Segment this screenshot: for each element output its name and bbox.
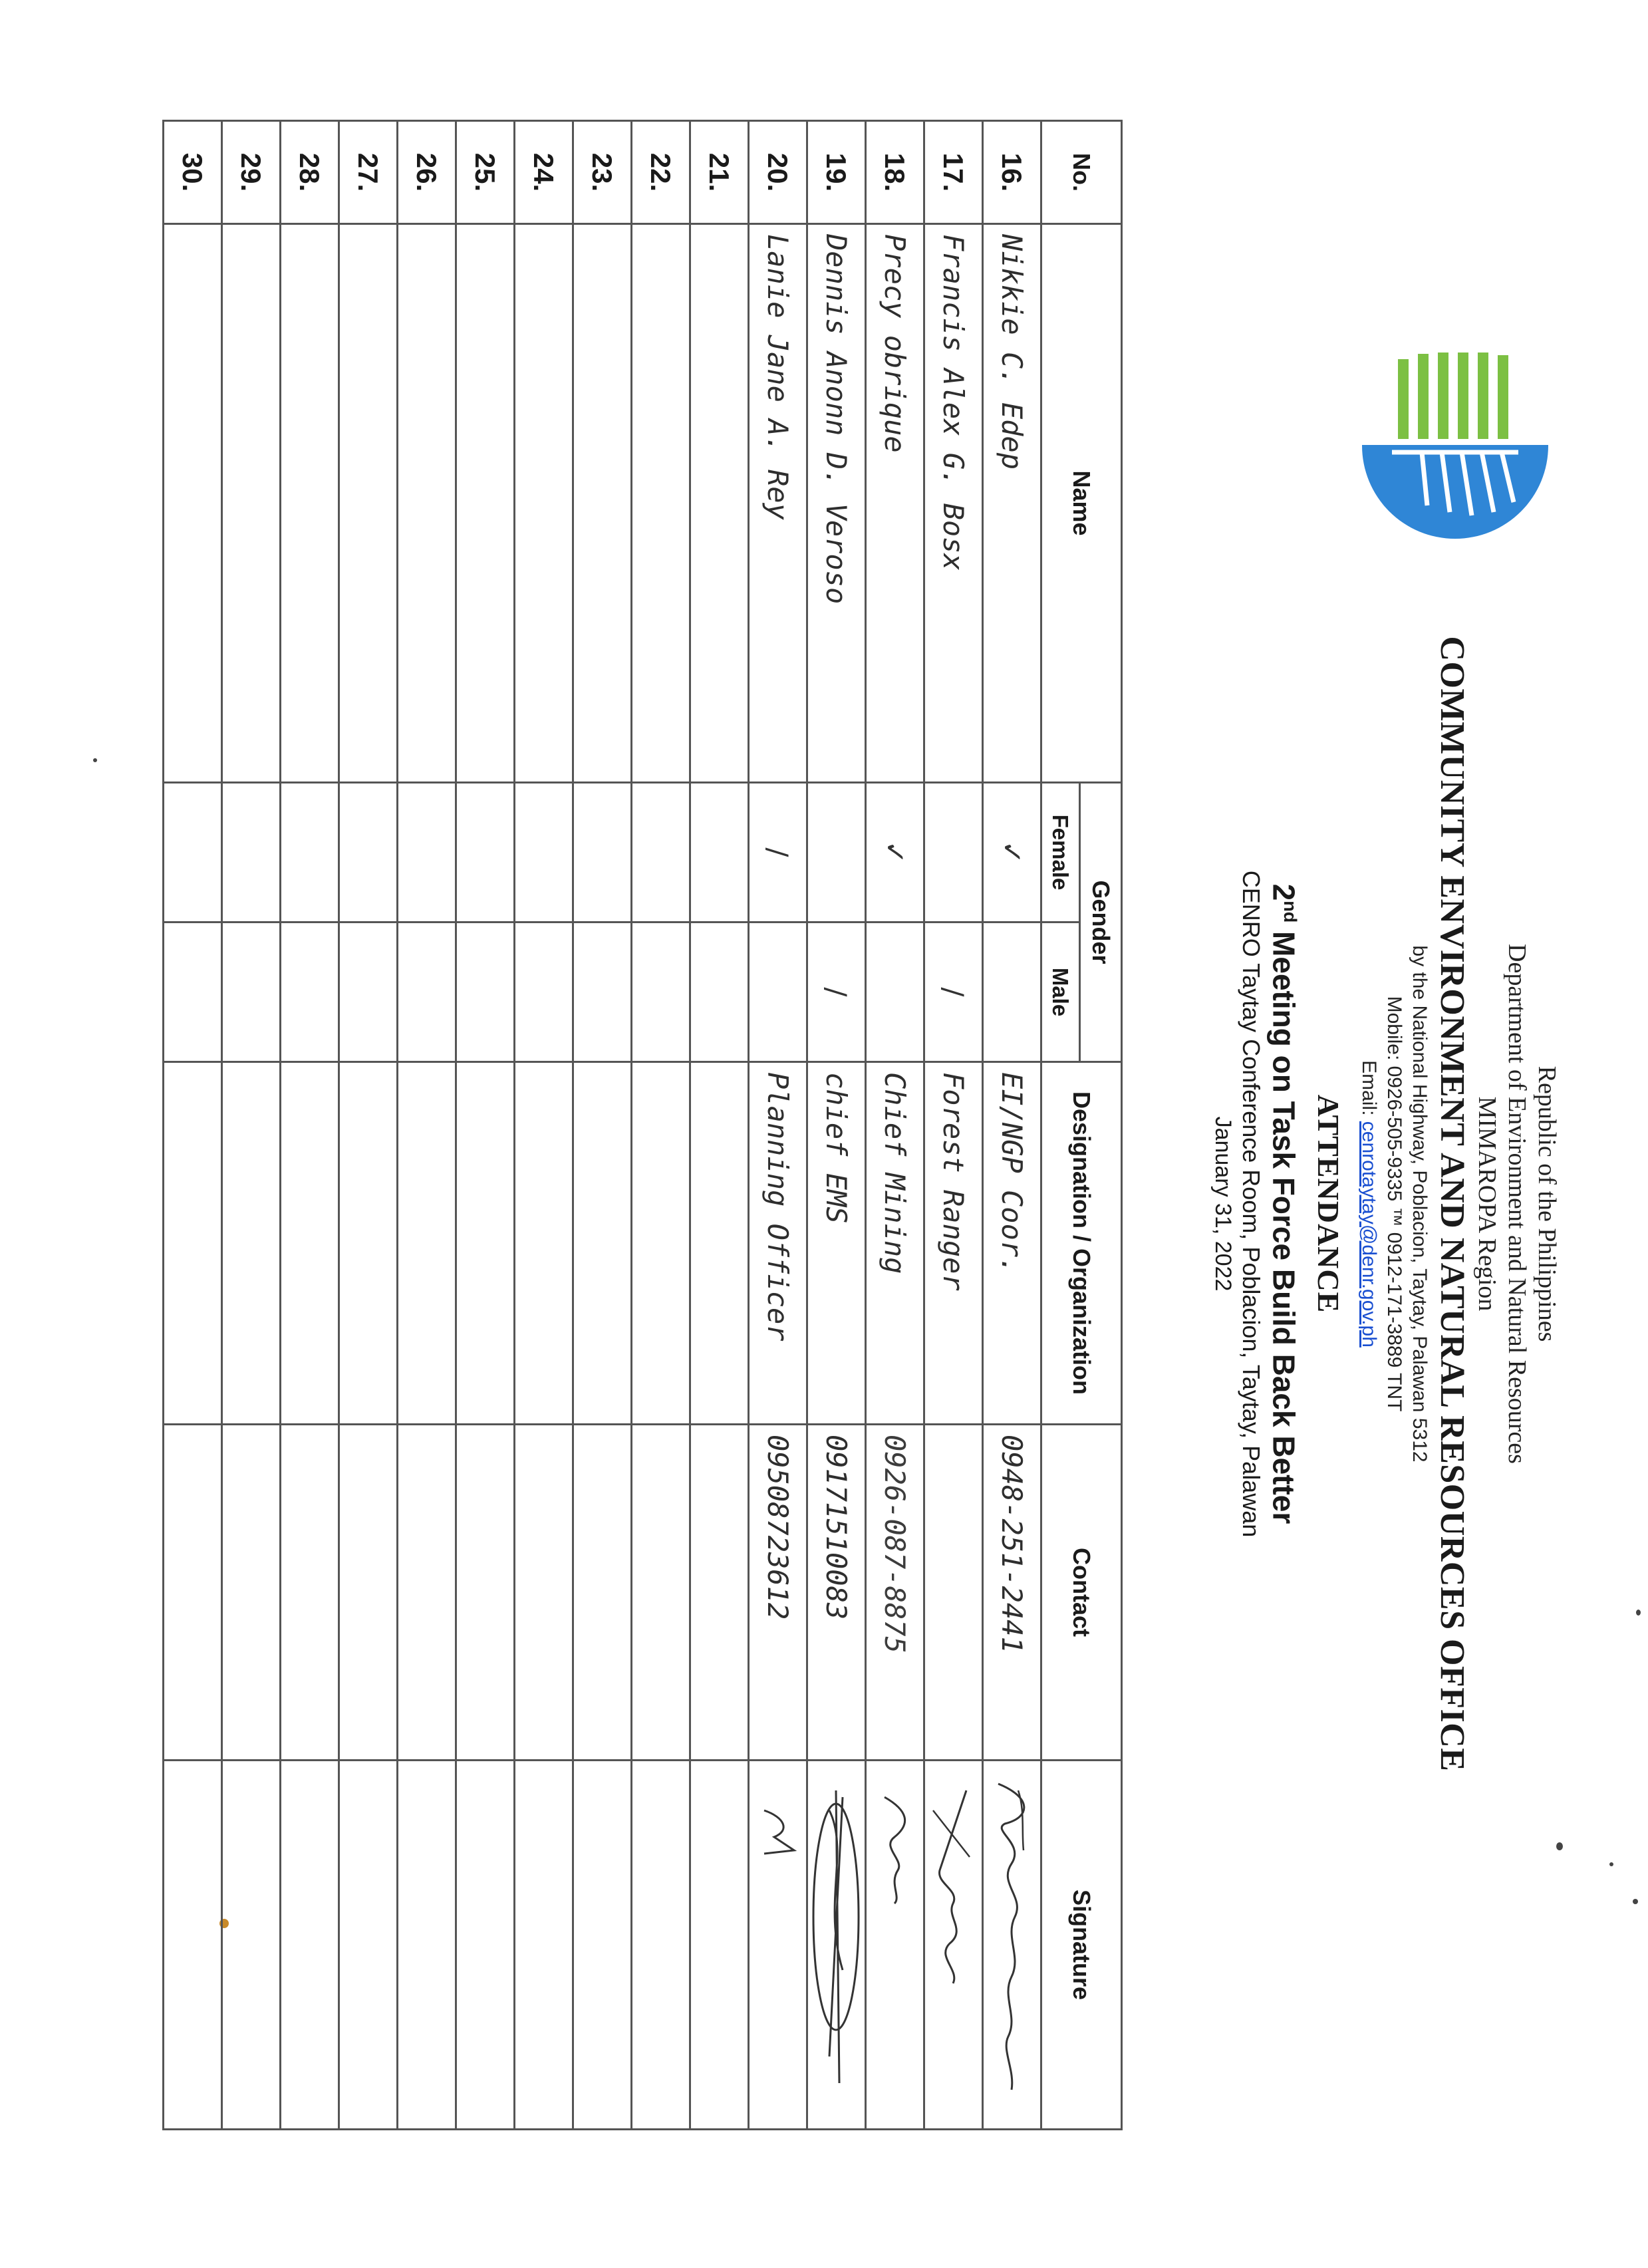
date-line: January 31, 2022: [1210, 1116, 1236, 1292]
signature-cell[interactable]: [983, 1761, 1041, 2130]
attendee-name[interactable]: [339, 224, 398, 783]
male-mark[interactable]: [398, 922, 456, 1062]
male-mark[interactable]: [281, 922, 339, 1062]
signature-cell[interactable]: [632, 1761, 690, 2130]
signature-cell[interactable]: [807, 1761, 866, 2130]
female-mark[interactable]: [398, 783, 456, 922]
denr-logo: [1355, 346, 1555, 545]
contact[interactable]: [632, 1425, 690, 1761]
document-header: [1209, 545, 1562, 1862]
contact[interactable]: 0926-087-8875: [866, 1425, 924, 1761]
designation[interactable]: [164, 1062, 222, 1425]
female-mark[interactable]: [222, 783, 281, 922]
designation[interactable]: [398, 1062, 456, 1425]
row-number: 28.: [281, 121, 339, 224]
contact[interactable]: 09508723612: [749, 1425, 807, 1761]
female-mark[interactable]: [456, 783, 515, 922]
row-number: 21.: [690, 121, 749, 224]
signature-cell[interactable]: [924, 1761, 983, 2130]
email-label: Email:: [1358, 1060, 1380, 1121]
contact[interactable]: [456, 1425, 515, 1761]
female-mark[interactable]: [515, 783, 573, 922]
attendance-title: ATTENDANCE: [1311, 1094, 1345, 1314]
signature-cell[interactable]: [573, 1761, 632, 2130]
male-mark[interactable]: /: [807, 922, 866, 1062]
designation[interactable]: [456, 1062, 515, 1425]
meeting-title: [1265, 545, 1309, 1862]
attendee-name[interactable]: [690, 224, 749, 783]
female-mark[interactable]: ✓: [983, 783, 1041, 922]
signature-drawing: [810, 1771, 863, 2116]
male-mark[interactable]: [690, 922, 749, 1062]
designation[interactable]: [573, 1062, 632, 1425]
designation[interactable]: [690, 1062, 749, 1425]
header-designation: Designation / Organization: [1041, 1062, 1122, 1425]
row-number: 24.: [515, 121, 573, 224]
attendee-name[interactable]: [222, 224, 281, 783]
signature-cell[interactable]: [398, 1761, 456, 2130]
contact[interactable]: 09171510083: [807, 1425, 866, 1761]
male-mark[interactable]: [515, 922, 573, 1062]
table-row: [164, 121, 222, 2130]
contact[interactable]: [222, 1425, 281, 1761]
row-number: 19.: [807, 121, 866, 224]
table-row: [456, 121, 515, 2130]
table-row: [632, 121, 690, 2130]
female-mark[interactable]: [690, 783, 749, 922]
table-row: [749, 121, 807, 2130]
header-name: Name: [1041, 224, 1122, 783]
republic-line: Republic of the Philippines: [1533, 1065, 1561, 1342]
table-row: [983, 121, 1041, 2130]
female-mark[interactable]: [924, 783, 983, 922]
attendee-name[interactable]: Precy obrique: [866, 224, 924, 783]
designation[interactable]: Chief Mining: [866, 1062, 924, 1425]
address-line: by the National Highway, Poblacion, Taytay, Palawan 5312: [1409, 945, 1431, 1463]
row-number: 27.: [339, 121, 398, 224]
male-mark[interactable]: [866, 922, 924, 1062]
male-mark[interactable]: [222, 922, 281, 1062]
attendee-name[interactable]: [456, 224, 515, 783]
meeting-ordinal: 2: [1266, 883, 1302, 901]
email-line: [1356, 545, 1381, 1862]
contact[interactable]: [690, 1425, 749, 1761]
table-row: [222, 121, 281, 2130]
row-number: 23.: [573, 121, 632, 224]
signature-cell[interactable]: [749, 1761, 807, 2130]
designation[interactable]: EI/NGP Coor.: [983, 1062, 1041, 1425]
signature-cell[interactable]: [690, 1761, 749, 2130]
female-mark[interactable]: [164, 783, 222, 922]
contact[interactable]: [164, 1425, 222, 1761]
row-number: 18.: [866, 121, 924, 224]
table-row: [807, 121, 866, 2130]
header-no: No.: [1041, 121, 1122, 224]
female-mark[interactable]: [632, 783, 690, 922]
row-number: 26.: [398, 121, 456, 224]
male-mark[interactable]: [632, 922, 690, 1062]
attendee-name[interactable]: [281, 224, 339, 783]
contact[interactable]: [339, 1425, 398, 1761]
male-mark[interactable]: [164, 922, 222, 1062]
female-mark[interactable]: [807, 783, 866, 922]
male-mark[interactable]: [749, 922, 807, 1062]
row-number: 30.: [164, 121, 222, 224]
table-row: [515, 121, 573, 2130]
contact[interactable]: [398, 1425, 456, 1761]
designation[interactable]: [222, 1062, 281, 1425]
male-mark[interactable]: [983, 922, 1041, 1062]
row-number: 22.: [632, 121, 690, 224]
signature-cell[interactable]: [866, 1761, 924, 2130]
department-line: Department of Environment and Natural Resources: [1503, 944, 1531, 1464]
email-link[interactable]: cenrotaytay@denr.gov.ph: [1358, 1121, 1380, 1347]
female-mark[interactable]: /: [749, 783, 807, 922]
office-name: COMMUNITY ENVIRONMENT AND NATURAL RESOURCES OFFICE: [1433, 636, 1471, 1772]
table-row: [573, 121, 632, 2130]
row-number: 29.: [222, 121, 281, 224]
designation[interactable]: [632, 1062, 690, 1425]
contact[interactable]: [924, 1425, 983, 1761]
mobile-line: Mobile: 0926-505-9335 ™ 0912-171-3889 TNT: [1383, 996, 1405, 1412]
male-mark[interactable]: [573, 922, 632, 1062]
male-mark[interactable]: /: [924, 922, 983, 1062]
attendee-name[interactable]: [164, 224, 222, 783]
header-contact: Contact: [1041, 1425, 1122, 1761]
meeting-name: Meeting on Task Force Build Back Better: [1266, 922, 1302, 1524]
row-number: 16.: [983, 121, 1041, 224]
attendee-name[interactable]: [515, 224, 573, 783]
female-mark[interactable]: [573, 783, 632, 922]
signature-cell[interactable]: [164, 1761, 222, 2130]
attendee-name[interactable]: [632, 224, 690, 783]
row-number: 20.: [749, 121, 807, 224]
attendance-table: [162, 120, 1123, 2130]
venue-line: CENRO Taytay Conference Room, Poblacion, Taytay, Palawan: [1237, 870, 1265, 1538]
signature-drawing: [986, 1771, 1039, 2116]
table-row: [339, 121, 398, 2130]
row-number: 25.: [456, 121, 515, 224]
designation[interactable]: Planning Officer: [749, 1062, 807, 1425]
signature-cell[interactable]: [222, 1761, 281, 2130]
table-row: [924, 121, 983, 2130]
table-row: [866, 121, 924, 2130]
contact[interactable]: [281, 1425, 339, 1761]
designation[interactable]: [515, 1062, 573, 1425]
male-mark[interactable]: [456, 922, 515, 1062]
header-male: Male: [1041, 922, 1080, 1062]
contact[interactable]: 0948-251-2441: [983, 1425, 1041, 1761]
signature-drawing: [927, 1771, 980, 2116]
signature-cell[interactable]: [515, 1761, 573, 2130]
contact[interactable]: [573, 1425, 632, 1761]
designation[interactable]: chief EMS: [807, 1062, 866, 1425]
signature-cell[interactable]: [281, 1761, 339, 2130]
region-line: MIMAROPA Region: [1473, 1096, 1501, 1312]
header-signature: Signature: [1041, 1761, 1122, 2130]
signature-cell[interactable]: [456, 1761, 515, 2130]
designation[interactable]: [339, 1062, 398, 1425]
designation[interactable]: [281, 1062, 339, 1425]
attendee-name[interactable]: Nikkie C. Edep: [983, 224, 1041, 783]
table-row: [281, 121, 339, 2130]
header-gender: Gender: [1080, 783, 1122, 1062]
attendee-name[interactable]: [398, 224, 456, 783]
header-female: Female: [1041, 783, 1080, 922]
female-mark[interactable]: [281, 783, 339, 922]
male-mark[interactable]: [339, 922, 398, 1062]
designation[interactable]: Forest Ranger: [924, 1062, 983, 1425]
attendee-name[interactable]: [573, 224, 632, 783]
table-row: [398, 121, 456, 2130]
signature-drawing: [869, 1771, 922, 2116]
female-mark[interactable]: ✓: [866, 783, 924, 922]
row-number: 17.: [924, 121, 983, 224]
attendee-name[interactable]: Francis Alex G. Bosx: [924, 224, 983, 783]
table-row: [690, 121, 749, 2130]
attendee-name[interactable]: Lanie Jane A. Rey: [749, 224, 807, 783]
meeting-ordinal-suffix: nd: [1280, 901, 1300, 923]
contact[interactable]: [515, 1425, 573, 1761]
signature-drawing: [752, 1771, 805, 2116]
female-mark[interactable]: [339, 783, 398, 922]
signature-cell[interactable]: [339, 1761, 398, 2130]
attendee-name[interactable]: Dennis Anonn D. Veroso: [807, 224, 866, 783]
